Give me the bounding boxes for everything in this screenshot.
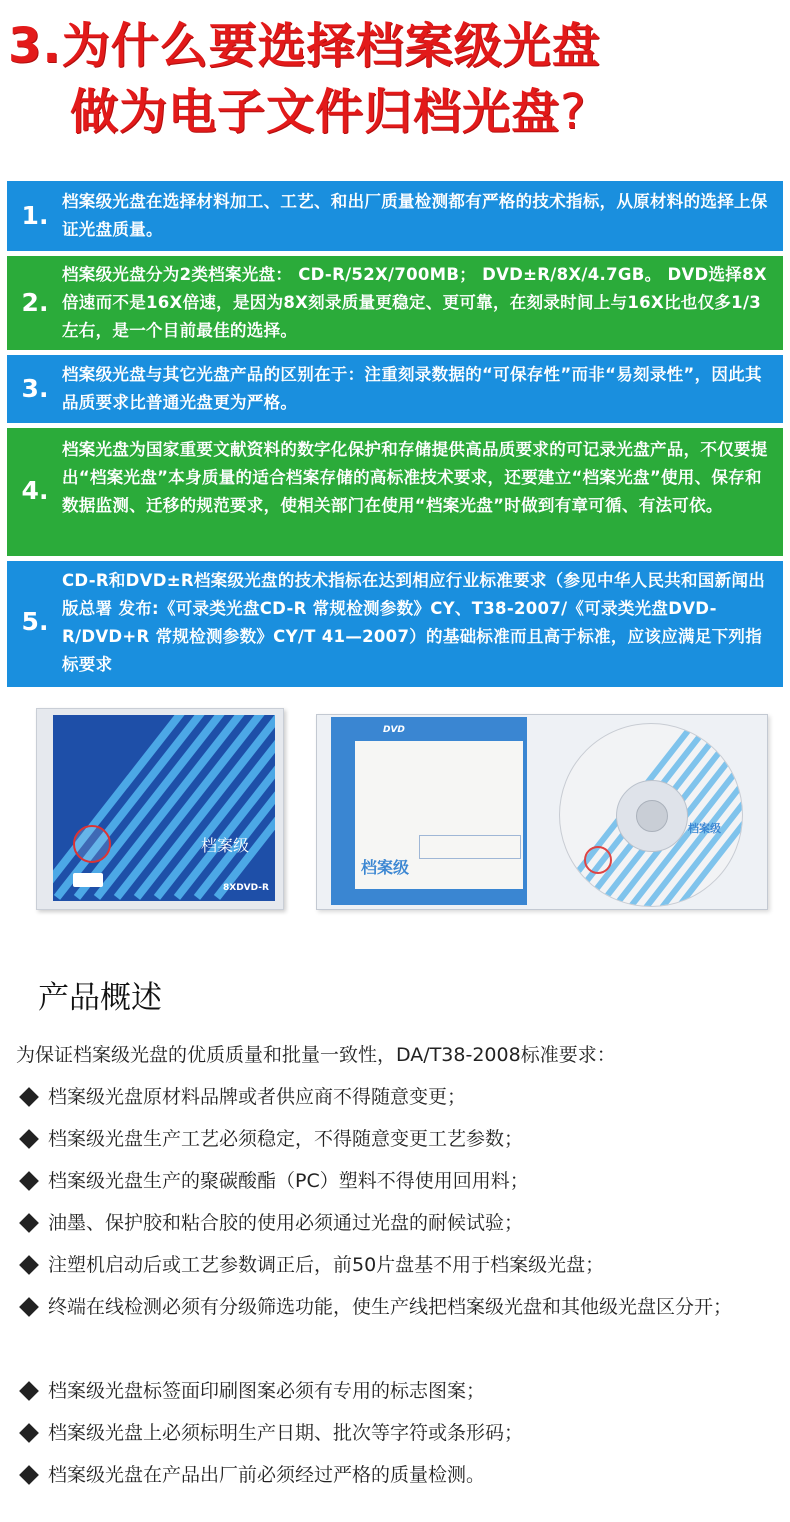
list-item-text: 终端在线检测必须有分级筛选功能，使生产线把档案级光盘和其他级光盘区分开； — [48, 1296, 733, 1318]
cover-label: 档案级 — [201, 836, 250, 855]
list-item — [16, 1202, 774, 1244]
diamond-bullet-icon — [19, 1255, 39, 1275]
header — [0, 0, 790, 172]
item-text: CD-R和DVD±R档案级光盘的技术指标在达到相应行业标准要求（参见中华人民共和国新闻出版总署 发布:《可录类光盘CD-R 常规检测参数》CY、T38-2007/《可录类光盘DVD-R/DVD+R 常规检测参数》CY/T 41—2007）的基础标准而且高于标准，应该应满足下列指标要求 — [62, 571, 766, 674]
list-item — [16, 1370, 774, 1412]
disc-center-hole — [636, 800, 668, 832]
item-text: 档案光盘为国家重要文献资料的数字化保护和存储提供高品质要求的可记录光盘产品，不仅要提出“档案光盘”本身质量的适合档案存储的高标准技术要求，还要建立“档案光盘”使用、保存和数据监测、迁移的规范要求，使相关部门在使用“档案光盘”时做到有章可循、有法可依。 — [62, 440, 768, 515]
brand-logo-icon — [73, 873, 103, 887]
quality-seal-icon — [73, 825, 111, 863]
diamond-bullet-icon — [19, 1129, 39, 1149]
item-number: 3. — [21, 374, 49, 403]
info-item-1 — [7, 181, 783, 251]
disc-label: 档案级 — [688, 822, 721, 835]
item-number: 2. — [21, 288, 49, 317]
closed-disc-case — [36, 708, 284, 910]
diamond-bullet-icon — [19, 1297, 39, 1317]
item-number: 5. — [21, 607, 49, 636]
item-text: 档案级光盘与其它光盘产品的区别在于：注重刻录数据的“可保存性”而非“易刻录性”，因此其品质要求比普通光盘更为严格。 — [62, 365, 762, 412]
list-item-text: 档案级光盘上必须标明生产日期、批次等字符或条形码； — [48, 1422, 524, 1444]
headline-line2 — [70, 82, 587, 142]
list-item-text: 档案级光盘原材料品牌或者供应商不得随意变更； — [48, 1086, 467, 1108]
list-item — [16, 1076, 774, 1118]
cover-dvd-mark: 8XDVD-R — [223, 883, 269, 893]
diamond-bullet-icon — [19, 1171, 39, 1191]
list-item-text: 注塑机启动后或工艺参数调正后，前50片盘基不用于档案级光盘； — [48, 1254, 605, 1276]
list-item-text: 油墨、保护胶和粘合胶的使用必须通过光盘的耐候试验； — [48, 1212, 524, 1234]
info-item-2 — [7, 256, 783, 350]
info-item-3 — [7, 355, 783, 423]
disc-sleeve — [331, 717, 527, 905]
overview-title: 产品概述 — [38, 980, 162, 1016]
case-cover — [53, 715, 275, 901]
item-number: 1. — [21, 201, 49, 230]
disc-seal-icon — [584, 846, 612, 874]
list-item-text: 档案级光盘在产品出厂前必须经过严格的质量检测。 — [48, 1464, 486, 1486]
item-text: 档案级光盘在选择材料加工、工艺、和出厂质量检测都有严格的技术指标，从原材料的选择上保证光盘质量。 — [62, 192, 768, 239]
diamond-bullet-icon — [19, 1087, 39, 1107]
list-item-text: 档案级光盘标签面印刷图案必须有专用的标志图案； — [48, 1380, 486, 1402]
list-item — [16, 1244, 774, 1286]
list-item-text: 档案级光盘生产的聚碳酸酯（PC）塑料不得使用回用料； — [48, 1170, 529, 1192]
product-photos — [0, 700, 790, 930]
item-number: 4. — [21, 476, 49, 505]
list-item — [16, 1118, 774, 1160]
sleeve-dvd-mark: DVD — [383, 725, 405, 735]
diamond-bullet-icon — [19, 1465, 39, 1485]
sleeve-label: 档案级 — [361, 858, 410, 877]
question-mark: ? — [560, 84, 587, 140]
headline-line1: 3.为什么要选择档案级光盘 — [8, 18, 601, 74]
headline-line2-text: 做为电子文件归档光盘 — [70, 84, 561, 140]
list-item — [16, 1412, 774, 1454]
info-item-5 — [7, 561, 783, 687]
disc-icon — [559, 723, 743, 907]
diamond-bullet-icon — [19, 1423, 39, 1443]
info-item-4 — [7, 428, 783, 556]
diamond-bullet-icon — [19, 1213, 39, 1233]
item-text: 档案级光盘分为2类档案光盘： CD-R/52X/700MB； DVD±R/8X/4.7GB。 DVD选择8X倍速而不是16X倍速，是因为8X刻录质量更稳定、更可靠，在刻录时间上与16X比也仅多1/3左右，是一个目前最佳的选择。 — [62, 265, 767, 340]
list-item — [16, 1454, 774, 1496]
open-disc-case — [316, 714, 768, 910]
diamond-bullet-icon — [19, 1381, 39, 1401]
sleeve-form-box — [419, 835, 521, 859]
overview-intro: 为保证档案级光盘的优质质量和批量一致性，DA/T38-2008标准要求： — [16, 1044, 616, 1066]
list-item — [16, 1160, 774, 1202]
list-item-text: 档案级光盘生产工艺必须稳定，不得随意变更工艺参数； — [48, 1128, 524, 1150]
list-item — [16, 1286, 774, 1328]
